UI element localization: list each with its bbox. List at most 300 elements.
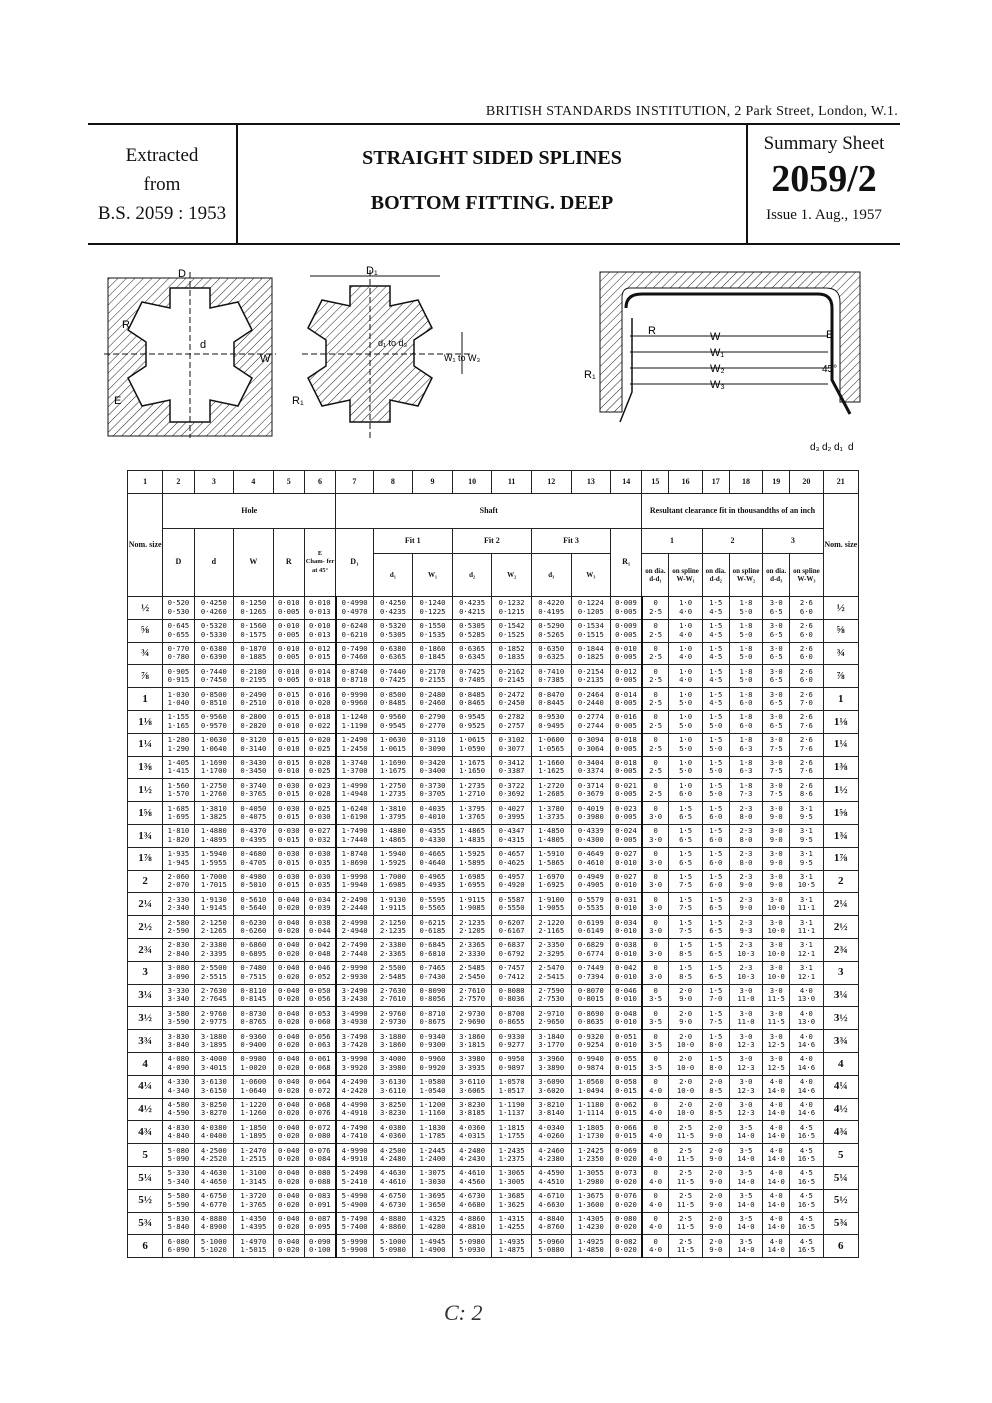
nominal-size-cell: 3¾	[823, 1030, 858, 1053]
table-cell: 0·7480 0·7515	[234, 961, 274, 984]
table-cell: 1·5 8·0	[702, 1052, 729, 1075]
nominal-size-cell: 1⅝	[823, 802, 858, 825]
table-cell: 4·2480 4·2430	[452, 1144, 492, 1167]
table-cell: 1·5 6·5	[669, 847, 702, 870]
table-cell: 2·0 9·0	[702, 1121, 729, 1144]
nominal-size-cell: 5¼	[823, 1166, 858, 1189]
table-cell: 2·0 9·0	[669, 984, 702, 1007]
table-cell: 0·030 0·015	[273, 870, 304, 893]
header-d2: d₂	[452, 554, 492, 597]
table-cell: 1·1200 1·1160	[413, 1098, 453, 1121]
table-cell: 3·2490 3·2430	[336, 984, 373, 1007]
table-cell: 1·1850 1·1895	[234, 1121, 274, 1144]
table-cell: 0·4680 0·4705	[234, 847, 274, 870]
section-spline-outline	[626, 294, 850, 414]
colnum: 8	[373, 471, 413, 494]
table-cell: 3·0 11·0	[729, 984, 762, 1007]
table-cell: 0·031 0·010	[611, 893, 642, 916]
table-cell: 0·5587 0·5550	[492, 893, 532, 916]
table-cell: 4·0 14·0	[763, 1235, 790, 1258]
table-cell: 1·3100 1·3145	[234, 1166, 274, 1189]
table-cell: 1·280 1·290	[163, 733, 194, 756]
table-cell: 0·050 0·056	[304, 984, 335, 1007]
table-row	[128, 1075, 859, 1098]
table-cell: 3·1 9·5	[790, 802, 823, 825]
nominal-size-cell: ⅞	[823, 665, 858, 688]
table-cell: 2·2490 2·2440	[336, 893, 373, 916]
table-cell: 3·8250 3·8230	[373, 1098, 413, 1121]
table-cell: 0·010 0·005	[273, 665, 304, 688]
section-label-d1: d₁	[834, 442, 843, 453]
table-cell: 4·0340 4·0260	[531, 1121, 571, 1144]
colnum: 2	[163, 471, 194, 494]
table-cell: 0·3722 0·3692	[492, 779, 532, 802]
fit1-header: Fit 1	[373, 529, 452, 554]
hole-group-header: Hole	[163, 494, 336, 529]
table-cell: 0·064 0·072	[304, 1075, 335, 1098]
table-cell: 1·5940 1·5955	[194, 847, 234, 870]
table-cell: 0·9560 0·9570	[194, 710, 234, 733]
table-cell: 0·010 0·005	[273, 597, 304, 620]
table-cell: 1·5 6·0	[702, 870, 729, 893]
table-cell: 3·0 10·0	[763, 893, 790, 916]
table-cell: 0·7425 0·7405	[452, 665, 492, 688]
table-cell: 0·046 0·052	[304, 961, 335, 984]
table-cell: 1·5 4·5	[702, 597, 729, 620]
table-cell: 0·010 0·013	[304, 597, 335, 620]
table-cell: 3·6130 3·6110	[373, 1075, 413, 1098]
nominal-size-cell: 1½	[823, 779, 858, 802]
table-cell: 0·6215 0·6185	[413, 916, 453, 939]
table-cell: 0·5595 0·5565	[413, 893, 453, 916]
nominal-size-cell: 1	[823, 688, 858, 711]
table-cell: 0·7449 0·7394	[571, 961, 611, 984]
table-cell: 0·4250 0·4260	[194, 597, 234, 620]
table-cell: 0·6230 0·6260	[234, 916, 274, 939]
table-cell: 4·4610 4·4560	[452, 1166, 492, 1189]
table-cell: 0·4649 0·4610	[571, 847, 611, 870]
table-row	[128, 961, 859, 984]
table-cell: 1·5925 1·5895	[452, 847, 492, 870]
table-cell: 0·6207 0·6167	[492, 916, 532, 939]
table-cell: 4·6750 4·6770	[194, 1189, 234, 1212]
table-cell: 4·0 13·0	[790, 984, 823, 1007]
table-cell: 2·0 9·0	[702, 1189, 729, 1212]
table-cell: 1·5 8·5	[669, 938, 702, 961]
table-cell: 0·040 0·020	[273, 1189, 304, 1212]
table-cell: 3·080 3·090	[163, 961, 194, 984]
table-cell: 4·5 16·5	[790, 1212, 823, 1235]
table-cell: 0 4·0	[642, 1166, 669, 1189]
table-cell: 0·040 0·020	[273, 1075, 304, 1098]
table-cell: 0·040 0·020	[273, 1235, 304, 1258]
table-cell: 0·040 0·020	[273, 1030, 304, 1053]
table-cell: 3·580 3·590	[163, 1007, 194, 1030]
table-cell: 0·010 0·005	[611, 642, 642, 665]
table-cell: 2·060 2·070	[163, 870, 194, 893]
clear-group-1: 1	[642, 529, 702, 554]
section-label-d2: d₂	[822, 442, 832, 453]
table-cell: 1·7000 1·6985	[373, 870, 413, 893]
table-cell: 0·3110 0·3090	[413, 733, 453, 756]
colnum: 16	[669, 471, 702, 494]
table-cell: 0·2790 0·2770	[413, 710, 453, 733]
section-label-W2: W₂	[710, 363, 725, 375]
table-cell: 3·3960 3·3890	[531, 1052, 571, 1075]
table-cell: 0 3·0	[642, 961, 669, 984]
table-cell: 1·9130 1·9115	[373, 893, 413, 916]
table-cell: 0·015 0·010	[273, 733, 304, 756]
table-cell: 3·0 6·5	[763, 688, 790, 711]
table-cell: 0·024 0·005	[611, 824, 642, 847]
table-cell: 2·6 7·0	[790, 688, 823, 711]
nominal-size-cell: 1	[128, 688, 163, 711]
table-cell: 3·0 10·0	[763, 961, 790, 984]
section-label-45: 45°	[822, 364, 838, 375]
table-cell: 0·087 0·095	[304, 1212, 335, 1235]
shaft-label-W1-W3: W₁ to W₃	[444, 353, 481, 363]
table-cell: 4·0 14·6	[790, 1075, 823, 1098]
table-cell: 0·8500 0·8485	[373, 688, 413, 711]
table-cell: 5·830 5·840	[163, 1212, 194, 1235]
table-cell: 1·4865 1·4835	[452, 824, 492, 847]
hole-diagram	[100, 262, 280, 442]
nominal-size-cell: 1½	[128, 779, 163, 802]
nominal-size-cell: 4	[823, 1052, 858, 1075]
table-cell: 1·5 8·0	[702, 1030, 729, 1053]
table-cell: 1·5 7·5	[669, 893, 702, 916]
nominal-size-cell: 6	[128, 1235, 163, 1258]
table-cell: 2·330 2·340	[163, 893, 194, 916]
clear-group-3: 3	[763, 529, 823, 554]
table-cell: 1·3055 1·2980	[571, 1166, 611, 1189]
table-row	[128, 710, 859, 733]
table-cell: 0·4370 0·4395	[234, 824, 274, 847]
table-cell: 1·5 5·0	[702, 779, 729, 802]
table-cell: 0·010 0·005	[273, 619, 304, 642]
table-cell: 2·5 11·5	[669, 1121, 702, 1144]
table-cell: 0·645 0·655	[163, 619, 194, 642]
table-cell: 0·2490 0·2510	[234, 688, 274, 711]
nominal-size-cell: 1⅛	[823, 710, 858, 733]
table-cell: 4·8840 4·8760	[531, 1212, 571, 1235]
section-diagram	[560, 262, 870, 462]
table-row	[128, 1189, 859, 1212]
section-label-E: E	[826, 329, 834, 341]
table-cell: 4·4590 4·4510	[531, 1166, 571, 1189]
table-cell: 0·4665 0·4640	[413, 847, 453, 870]
section-label-R: R	[648, 325, 656, 337]
nominal-size-cell: ¾	[823, 642, 858, 665]
table-cell: 2·7630 2·7610	[373, 984, 413, 1007]
table-cell: 0 2·5	[642, 688, 669, 711]
table-cell: 3·7490 3·7420	[336, 1030, 373, 1053]
nominal-size-cell: 1⅞	[128, 847, 163, 870]
table-cell: 0·083 0·091	[304, 1189, 335, 1212]
nominal-size-cell: 2	[128, 870, 163, 893]
table-cell: 1·1190 1·1137	[492, 1098, 532, 1121]
nominal-size-cell: 4¾	[128, 1121, 163, 1144]
table-cell: 0·048 0·010	[611, 1007, 642, 1030]
table-cell: 0·040 0·020	[273, 1007, 304, 1030]
table-cell: 0·072 0·080	[304, 1121, 335, 1144]
table-cell: 0·3420 0·3400	[413, 756, 453, 779]
table-row	[128, 984, 859, 1007]
table-cell: 0·012 0·015	[304, 642, 335, 665]
table-cell: 0·5610 0·5640	[234, 893, 274, 916]
table-cell: 0·066 0·015	[611, 1121, 642, 1144]
table-cell: 0·2480 0·2460	[413, 688, 453, 711]
table-cell: 4·330 4·340	[163, 1075, 194, 1098]
shaft-label-d1-d3: d₁ to d₃	[378, 338, 408, 348]
table-cell: 3·1 9·5	[790, 847, 823, 870]
table-cell: 2·3 9·3	[729, 916, 762, 939]
hole-label-R: R	[122, 319, 130, 331]
table-cell: 0·040 0·020	[273, 1052, 304, 1075]
table-cell: 4·6710 4·6630	[531, 1189, 571, 1212]
table-cell: 1·4350 1·4395	[234, 1212, 274, 1235]
table-cell: 0·027 0·032	[304, 824, 335, 847]
table-cell: 4·5 16·5	[790, 1235, 823, 1258]
table-cell: 0·8700 0·8655	[492, 1007, 532, 1030]
table-cell: 2·6 7·6	[790, 756, 823, 779]
table-cell: 3·8210 3·8140	[531, 1098, 571, 1121]
nominal-size-cell: 5	[823, 1144, 858, 1167]
table-row	[128, 756, 859, 779]
table-cell: 4·0 14·0	[763, 1144, 790, 1167]
table-cell: 2·3380 2·3365	[373, 938, 413, 961]
nominal-size-cell: 4½	[128, 1098, 163, 1121]
nominal-size-cell: 2½	[823, 916, 858, 939]
colnum: 4	[234, 471, 274, 494]
table-cell: 3·0 12·3	[729, 1030, 762, 1053]
table-cell: 4·080 4·090	[163, 1052, 194, 1075]
table-cell: 0·8090 0·8056	[413, 984, 453, 1007]
spline-dimensions-table	[127, 470, 859, 1258]
sheet-label: Summary Sheet	[763, 133, 885, 154]
table-cell: 0 3·0	[642, 938, 669, 961]
header-c1b: on spline W-W₁	[669, 554, 702, 597]
table-cell: 0·038 0·044	[304, 916, 335, 939]
table-cell: 0·040 0·020	[273, 916, 304, 939]
table-cell: 0 4·0	[642, 1212, 669, 1235]
nominal-size-cell: 3½	[823, 1007, 858, 1030]
section-label-W3: W₃	[710, 379, 725, 391]
table-cell: 1·5 6·5	[702, 916, 729, 939]
institution-address: BRITISH STANDARDS INSTITUTION, 2 Park Street, London, W.1.	[485, 104, 898, 119]
table-cell: 3·0 6·5	[763, 597, 790, 620]
table-row	[128, 1166, 859, 1189]
table-cell: 3·0 6·5	[763, 710, 790, 733]
table-cell: 2·0 9·0	[669, 1007, 702, 1030]
table-row	[128, 597, 859, 620]
table-cell: 0·9360 0·9400	[234, 1030, 274, 1053]
table-cell: 0·040 0·020	[273, 1166, 304, 1189]
header-W: W	[234, 529, 274, 597]
table-cell: 3·5 14·0	[729, 1235, 762, 1258]
table-cell: 0·016 0·005	[611, 710, 642, 733]
group-header-row	[128, 494, 859, 529]
table-cell: 0·062 0·015	[611, 1098, 642, 1121]
table-cell: 0·038 0·010	[611, 938, 642, 961]
section-label-W: W	[710, 331, 721, 343]
table-cell: 4·0 14·0	[763, 1212, 790, 1235]
table-cell: 0 3·0	[642, 916, 669, 939]
table-cell: 0·4949 0·4905	[571, 870, 611, 893]
table-cell: 3·1840 3·1770	[531, 1030, 571, 1053]
table-cell: 1·3685 1·3625	[492, 1189, 532, 1212]
sheet-number: 2059/2	[771, 158, 877, 200]
table-cell: 3·0 9·0	[763, 847, 790, 870]
table-cell: 0 2·5	[642, 597, 669, 620]
table-cell: 3·5 14·0	[729, 1121, 762, 1144]
table-cell: 0·023 0·028	[304, 779, 335, 802]
table-cell: 0·1224 0·1205	[571, 597, 611, 620]
table-cell: 1·4945 1·4900	[413, 1235, 453, 1258]
table-cell: 0·3730 0·3705	[413, 779, 453, 802]
header-d1: d₁	[373, 554, 413, 597]
nominal-size-cell: ⅝	[128, 619, 163, 642]
table-cell: 2·5 11·5	[669, 1212, 702, 1235]
table-cell: 0·6837 0·6792	[492, 938, 532, 961]
table-cell: 1·4880 1·4865	[373, 824, 413, 847]
page-subtitle: BOTTOM FITTING. DEEP	[370, 192, 614, 214]
table-cell: 0·016 0·020	[304, 688, 335, 711]
nominal-size-cell: 2½	[128, 916, 163, 939]
table-cell: 1·560 1·570	[163, 779, 194, 802]
table-cell: 5·9990 5·9900	[336, 1235, 373, 1258]
table-cell: 0·4339 0·4300	[571, 824, 611, 847]
table-cell: 4·8880 4·8860	[373, 1212, 413, 1235]
table-cell: 0·073 0·020	[611, 1166, 642, 1189]
table-cell: 4·0380 4·0360	[373, 1121, 413, 1144]
table-cell: 4·830 4·840	[163, 1121, 194, 1144]
table-cell: 4·5 16·5	[790, 1144, 823, 1167]
table-row	[128, 619, 859, 642]
table-cell: 4·8880 4·8900	[194, 1212, 234, 1235]
table-cell: 1·810 1·820	[163, 824, 194, 847]
table-cell: 0·030 0·015	[273, 802, 304, 825]
table-cell: 0·7490 0·7460	[336, 642, 373, 665]
table-cell: 2·3350 2·3295	[531, 938, 571, 961]
table-cell: 3·0 7·5	[763, 733, 790, 756]
table-cell: 0·8110 0·8145	[234, 984, 274, 1007]
table-cell: 2·3 9·0	[729, 870, 762, 893]
table-cell: 5·4990 5·4900	[336, 1189, 373, 1212]
table-cell: 0·5320 0·5305	[373, 619, 413, 642]
table-cell: 3·0 11·5	[763, 984, 790, 1007]
table-cell: 4·0 14·6	[790, 1098, 823, 1121]
shaft-diagram	[292, 262, 500, 442]
table-cell: 5·2490 5·2410	[336, 1166, 373, 1189]
table-cell: 0 3·0	[642, 802, 669, 825]
table-cell: 0·1550 0·1535	[413, 619, 453, 642]
colnum: 17	[702, 471, 729, 494]
table-cell: 3·4990 3·4930	[336, 1007, 373, 1030]
table-cell: 3·1860 3·1815	[452, 1030, 492, 1053]
header-E	[304, 529, 335, 597]
table-cell: 4·0 14·0	[763, 1098, 790, 1121]
table-cell: 2·7590 2·7530	[531, 984, 571, 1007]
table-cell: 1·3720 1·3765	[234, 1189, 274, 1212]
header-W1: W₁	[413, 554, 453, 597]
table-cell: 1·2750 1·2760	[194, 779, 234, 802]
table-cell: 3·1880 3·1895	[194, 1030, 234, 1053]
table-cell: 0·1560 0·1575	[234, 619, 274, 642]
table-cell: 1·3780 1·3735	[531, 802, 571, 825]
table-cell: 1·935 1·945	[163, 847, 194, 870]
table-cell: 0·3094 0·3064	[571, 733, 611, 756]
colnum: 15	[642, 471, 669, 494]
table-cell: 0·9340 0·9300	[413, 1030, 453, 1053]
table-cell: 3·0 12·5	[763, 1030, 790, 1053]
table-cell: 1·7490 1·7440	[336, 824, 373, 847]
sheet-box	[748, 125, 900, 243]
table-cell: 0·905 0·915	[163, 665, 194, 688]
table-cell: 1·3675 1·3600	[571, 1189, 611, 1212]
table-cell: 0·8080 0·8036	[492, 984, 532, 1007]
table-cell: 4·0 14·6	[790, 1030, 823, 1053]
table-cell: 2·5 11·5	[669, 1189, 702, 1212]
header-c2a: on dia. d-d₂	[702, 554, 729, 597]
table-cell: 1·8 6·3	[729, 733, 762, 756]
table-cell: 4·7490 4·7410	[336, 1121, 373, 1144]
hole-label-d: d	[200, 339, 207, 351]
table-row	[128, 1052, 859, 1075]
table-cell: 3·0 11·5	[763, 1007, 790, 1030]
table-cell: 4·2500 4·2480	[373, 1144, 413, 1167]
table-row	[128, 893, 859, 916]
table-cell: 0·046 0·010	[611, 984, 642, 1007]
colnum: 19	[763, 471, 790, 494]
nominal-size-cell: 4½	[823, 1098, 858, 1121]
table-cell: 2·0 10·0	[669, 1030, 702, 1053]
colnum: 18	[729, 471, 762, 494]
fit3-header: Fit 3	[531, 529, 610, 554]
nominal-size-cell: 3¼	[128, 984, 163, 1007]
table-cell: 4·6730 4·6680	[452, 1189, 492, 1212]
table-cell: 1·5 7·0	[702, 984, 729, 1007]
table-cell: 0·8730 0·8765	[234, 1007, 274, 1030]
nominal-size-cell: 5½	[823, 1189, 858, 1212]
table-cell: 4·9990 4·9910	[336, 1144, 373, 1167]
table-cell: 0·015 0·010	[273, 710, 304, 733]
table-cell: 3·5 14·0	[729, 1166, 762, 1189]
section-label-W1: W₁	[710, 347, 725, 359]
table-cell: 0·7465 0·7430	[413, 961, 453, 984]
table-cell: 0·042 0·048	[304, 938, 335, 961]
nominal-size-cell: ⅝	[823, 619, 858, 642]
nominal-size-cell: 5¼	[128, 1166, 163, 1189]
table-cell: 4·0 14·0	[763, 1075, 790, 1098]
table-cell: 2·0 9·0	[702, 1212, 729, 1235]
table-cell: 2·3 10·3	[729, 938, 762, 961]
table-cell: 0·010 0·005	[273, 642, 304, 665]
table-cell: 1·4850 1·4805	[531, 824, 571, 847]
table-cell: 0·6240 0·6210	[336, 619, 373, 642]
table-cell: 3·4000 3·4015	[194, 1052, 234, 1075]
table-cell: 2·6 6·0	[790, 642, 823, 665]
table-cell: 1·5 5·0	[702, 756, 729, 779]
table-cell: 4·2460 4·2380	[531, 1144, 571, 1167]
table-cell: 1·5 6·0	[702, 824, 729, 847]
table-cell: 1·2750 1·2735	[373, 779, 413, 802]
table-row	[128, 1144, 859, 1167]
table-cell: 2·1250 2·1235	[373, 916, 413, 939]
nominal-size-cell: 2	[823, 870, 858, 893]
table-cell: 1·1815 1·1755	[492, 1121, 532, 1144]
table-cell: 0 2·5	[642, 733, 669, 756]
